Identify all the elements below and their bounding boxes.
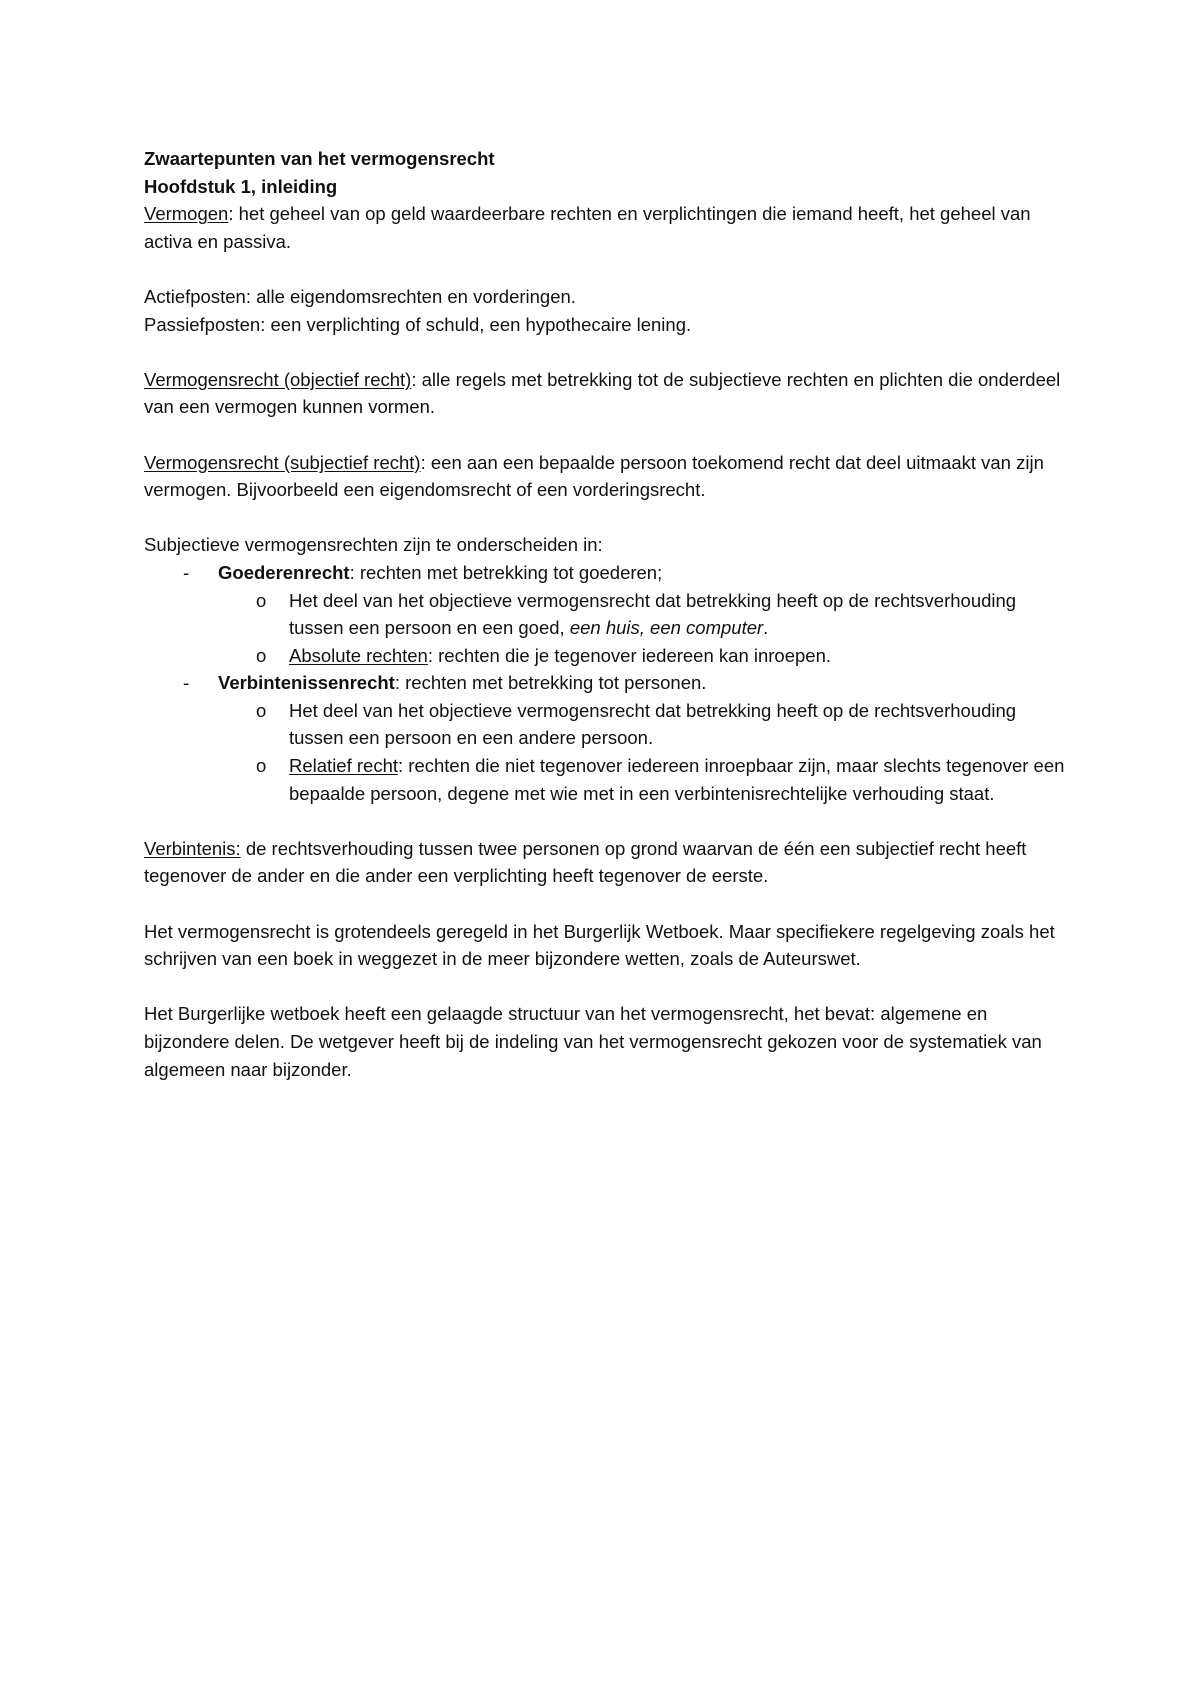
- goederenrecht-text: : rechten met betrekking tot goederen;: [349, 561, 663, 583]
- definition-verbintenis: [144, 835, 1074, 890]
- spacer: [144, 255, 1074, 283]
- paragraph-structure: Het Burgerlijke wetboek heeft een gelaagde structuur van het vermogensrecht, het bevat: algemene en bijzondere delen. De wetgever heeft bij de indeling van het vermogensrecht gekozen voor de systematiek van algemeen naar bijzonder.: [144, 1003, 1042, 1080]
- dash-bullet: -: [183, 561, 190, 583]
- absolute-rechten-text: : rechten die je tegenover iedereen kan inroepen.: [427, 644, 832, 666]
- verbintenissenrecht-sub1-text: Het deel van het objectieve vermogensrecht dat betrekking heeft op de rechtsverhouding tussen een persoon en een andere persoon.: [289, 699, 1017, 749]
- definition-objectief-text: : alle regels met betrekking tot de subjectieve rechten en plichten die onderdeel van een vermogen kunnen vormen.: [144, 368, 1061, 418]
- definition-subjectief-text: : een aan een bepaalde persoon toekomend recht dat deel uitmaakt van zijn vermogen. Bijvoorbeeld een eigendomsrecht of een vorderingsrecht.: [144, 451, 1044, 501]
- spacer: [144, 338, 1074, 366]
- sublist-item: [144, 697, 1074, 752]
- paragraph-burgerlijk-wetboek: Het vermogensrecht is grotendeels geregeld in het Burgerlijk Wetboek. Maar specifiekere regelgeving zoals het schrijven van een boek in weggezet in de meer bijzondere wetten, zoals de Auteurswet.: [144, 920, 1055, 970]
- sublist-item: [144, 587, 1074, 642]
- definition-vermogen-text: : het geheel van op geld waardeerbare rechten en verplichtingen die iemand heeft, het geheel van activa en passiva.: [144, 203, 1031, 252]
- spacer: [144, 973, 1074, 1001]
- circle-bullet: o: [256, 589, 267, 611]
- definition-vermogen: [144, 200, 1074, 255]
- chapter-heading: Hoofdstuk 1, inleiding: [144, 175, 338, 197]
- term-vermogen: Vermogen: [144, 203, 229, 225]
- rights-list: [144, 559, 1074, 807]
- spacer: [144, 890, 1074, 918]
- list-item-verbintenissenrecht: [144, 669, 1074, 807]
- term-verbintenissenrecht: Verbintenissenrecht: [218, 672, 395, 694]
- dash-bullet: -: [183, 672, 190, 694]
- verbintenissenrecht-text: : rechten met betrekking tot personen.: [394, 672, 707, 694]
- relatief-recht-text: : rechten die niet tegenover iedereen inroepbaar zijn, maar slechts tegenover een bepaalde persoon, degene met wie met in een verbintenisrechtelijke verhouding staat.: [289, 755, 1065, 804]
- list-intro: Subjectieve vermogensrechten zijn te onderscheiden in:: [144, 534, 603, 556]
- verbintenissenrecht-sublist: [218, 697, 1074, 807]
- goederenrecht-sub1-end: .: [763, 617, 769, 639]
- term-objectief: Vermogensrecht (objectief recht): [144, 368, 412, 390]
- term-relatief-recht: Relatief recht: [289, 755, 398, 777]
- circle-bullet: o: [256, 699, 267, 721]
- term-absolute-rechten: Absolute rechten: [289, 644, 428, 666]
- term-verbintenis: Verbintenis:: [144, 837, 241, 859]
- document-title: Zwaartepunten van het vermogensrecht: [144, 148, 495, 169]
- document-body: [144, 145, 1074, 1083]
- sublist-item: [144, 752, 1074, 807]
- circle-bullet: o: [256, 755, 267, 777]
- spacer: [144, 421, 1074, 449]
- term-subjectief: Vermogensrecht (subjectief recht): [144, 451, 421, 473]
- goederenrecht-example: een huis, een computer: [569, 617, 764, 639]
- definition-verbintenis-text: de rechtsverhouding tussen twee personen op grond waarvan de één een subjectief recht heeft tegenover de ander en die ander een verplichting heeft tegenover de eerste.: [144, 837, 1027, 887]
- spacer: [144, 807, 1074, 835]
- definition-subjectief: [144, 449, 1074, 504]
- actiefposten-line: Actiefposten: alle eigendomsrechten en vorderingen.: [144, 285, 576, 307]
- spacer: [144, 504, 1074, 532]
- definition-objectief: [144, 366, 1074, 421]
- passiefposten-line: Passiefposten: een verplichting of schuld, een hypothecaire lening.: [144, 313, 692, 335]
- circle-bullet: o: [256, 644, 267, 666]
- list-item-goederenrecht: [144, 559, 1074, 669]
- goederenrecht-sublist: [218, 587, 1074, 670]
- term-goederenrecht: Goederenrecht: [218, 561, 350, 583]
- goederenrecht-sub1-text: Het deel van het objectieve vermogensrecht dat betrekking heeft op de rechtsverhouding tussen een persoon en een goed,: [289, 589, 1017, 639]
- sublist-item: [144, 642, 1074, 670]
